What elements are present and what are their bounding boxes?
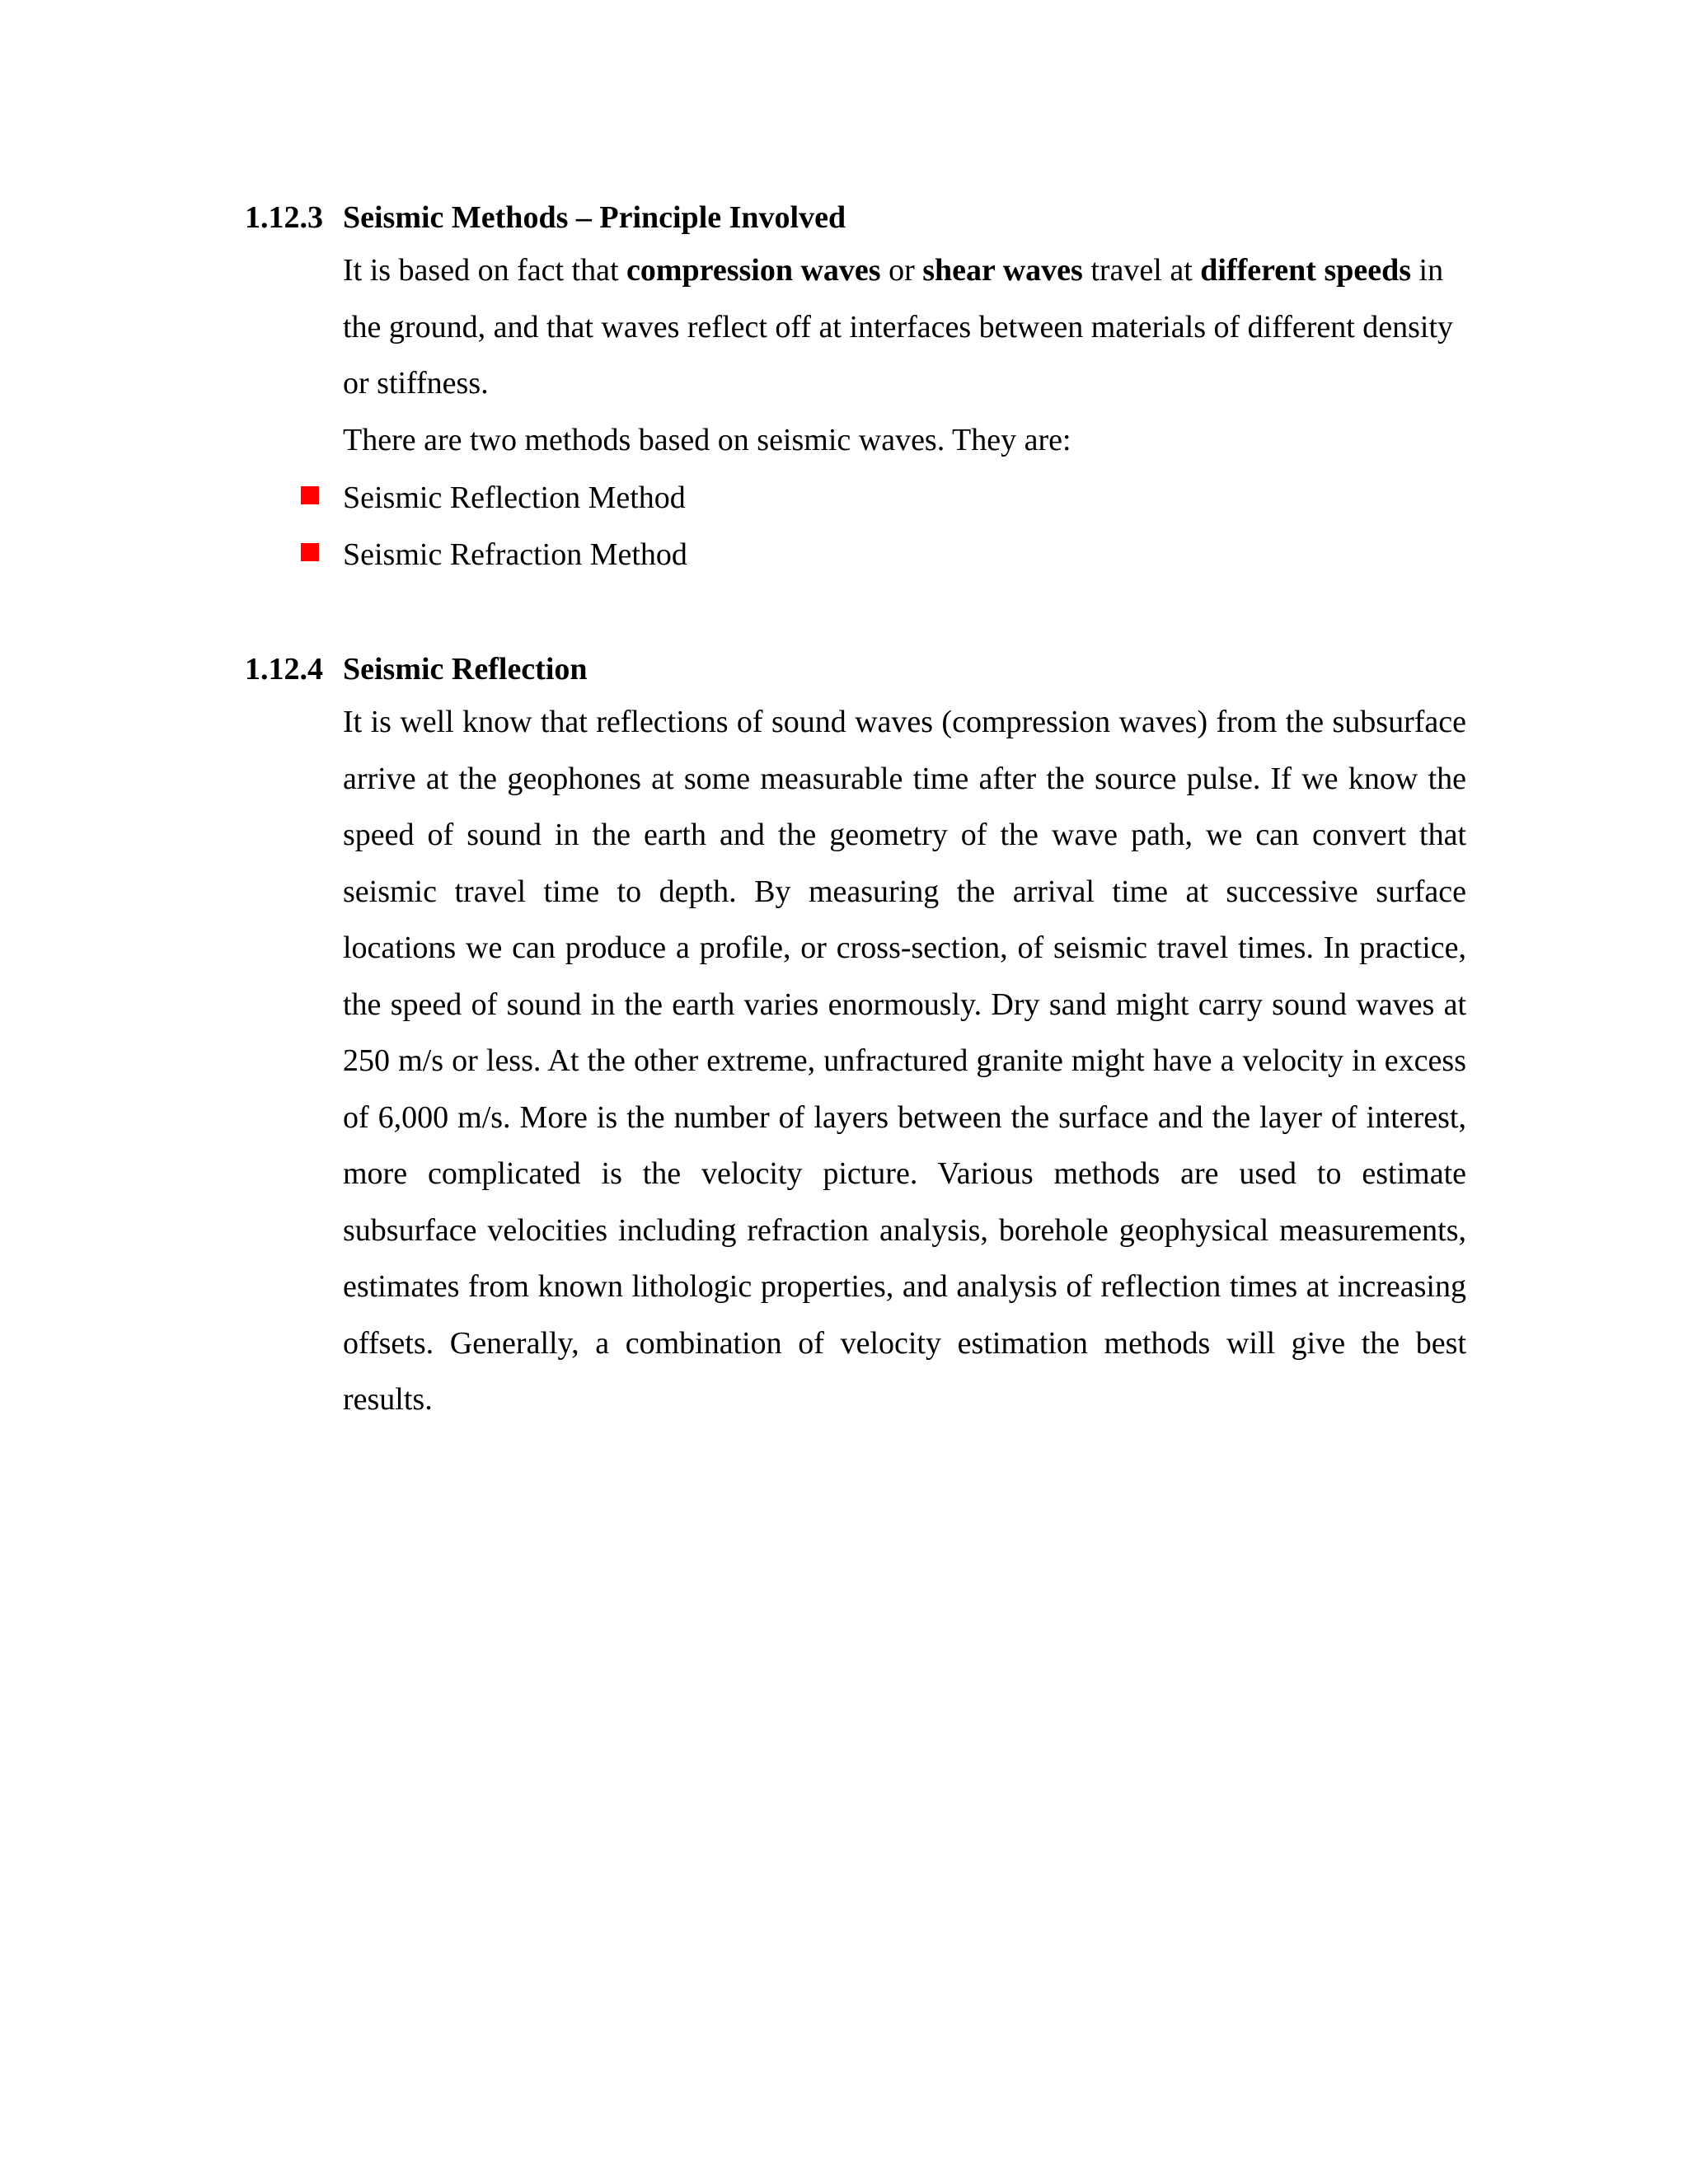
bullet-label: Seismic Refraction Method xyxy=(343,537,687,572)
bullet-label: Seismic Reflection Method xyxy=(343,480,686,515)
red-square-bullet-icon xyxy=(301,486,319,504)
section-heading-1-12-3 xyxy=(245,202,846,233)
methods-lead-sentence: There are two methods based on seismic waves. They are: xyxy=(343,423,1071,457)
term-shear-waves: shear waves xyxy=(922,253,1083,288)
section-title: Seismic Methods – Principle Involved xyxy=(343,200,846,235)
seismic-reflection-paragraph: It is well know that reflections of sound waves (compression waves) from the subsurface arrive at the geophones at some measurable time after the source pulse. If we know the speed of sound in the earth and the geometry of the wave path, we can convert that seismic travel time to depth. By measuring the arrival time at successive surface locations we can produce a profile, or cross-section, of seismic travel times. In practice, the speed of sound in the earth varies enormously. Dry sand might carry sound waves at 250 m/s or less. At the other extreme, unfractured granite might have a velocity in excess of 6,000 m/s. More is the number of layers between the surface and the layer of interest, more complicated is the velocity picture. Various methods are used to estimate subsurface velocities including refraction analysis, borehole geophysical measurements, estimates from known lithologic properties, and analysis of reflection times at increasing offsets. Generally, a combination of velocity estimation methods will give the best results. xyxy=(343,705,1466,1417)
intro-text-3: travel at xyxy=(1082,253,1201,288)
intro-text-1: It is based on fact that xyxy=(343,253,627,288)
section-number: 1.12.3 xyxy=(245,200,323,235)
intro-text-2: or xyxy=(880,253,923,288)
term-compression-waves: compression waves xyxy=(626,253,881,288)
term-different-speeds: different speeds xyxy=(1200,253,1412,288)
section-heading-1-12-4 xyxy=(245,654,588,685)
intro-text-4: in the ground, and that waves reflect off at interfaces between materials of different density or stiffness. xyxy=(343,253,1454,401)
section-number: 1.12.4 xyxy=(245,652,323,687)
section-title: Seismic Reflection xyxy=(343,652,588,687)
red-square-bullet-icon xyxy=(301,543,319,561)
intro-paragraph xyxy=(343,242,1466,412)
